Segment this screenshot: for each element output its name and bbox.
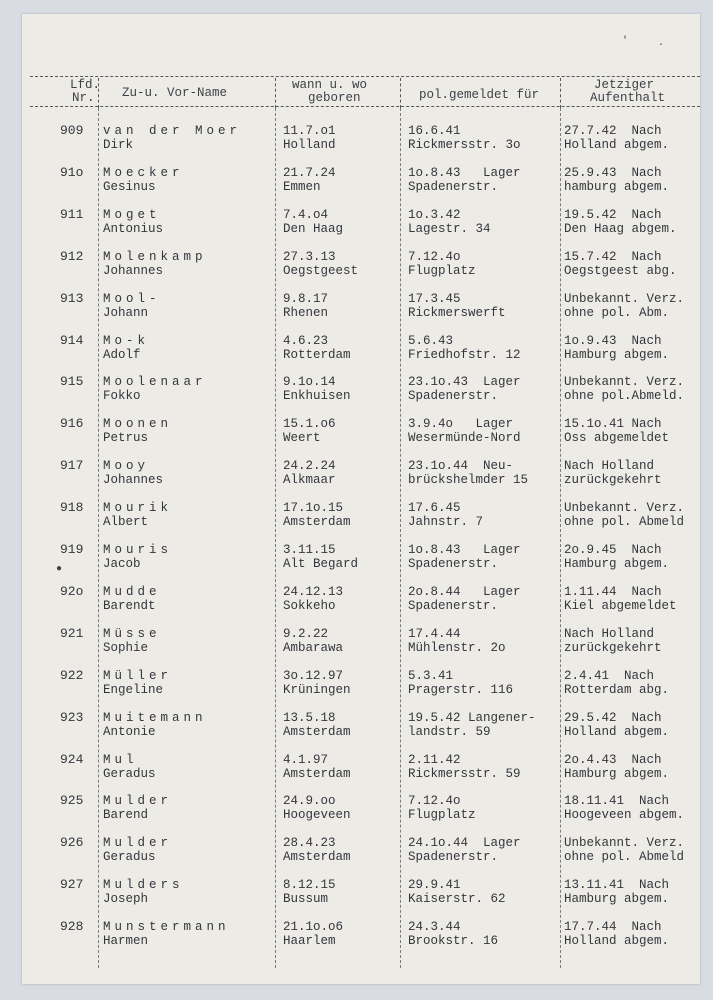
- given-name: Geradus: [103, 850, 156, 865]
- location-line2: Rotterdam abg.: [564, 682, 670, 697]
- registration-line1: 2.11.42: [408, 752, 461, 767]
- registration-line2: Rickmersstr. 59: [408, 766, 521, 781]
- given-name: Harmen: [103, 934, 149, 949]
- registration-line2: Wesermünde-Nord: [408, 431, 521, 446]
- registration-line2: Mühlenstr. 2o: [408, 640, 506, 655]
- table-row: [22, 625, 700, 667]
- location-line1: 19.5.42 Nach: [564, 207, 662, 222]
- birth-date: 4.1.97: [283, 752, 329, 767]
- location-line1: 17.7.44 Nach: [564, 920, 662, 935]
- table-row: [22, 499, 700, 541]
- given-name: Antonie: [103, 724, 156, 739]
- row-number: 911: [60, 206, 84, 222]
- header-location-line1: Jetziger: [594, 78, 655, 92]
- column-divider: [275, 78, 276, 108]
- surname: Mooy: [103, 459, 150, 474]
- row-number: 926: [60, 835, 84, 851]
- birth-date: 7.4.o4: [283, 207, 329, 222]
- table-row: [22, 373, 700, 415]
- registration-line1: 3.9.4o Lager: [408, 417, 514, 432]
- location-line1: Nach Holland: [564, 626, 655, 641]
- row-number: 924: [60, 751, 84, 767]
- surname: Munstermann: [103, 920, 230, 935]
- registration-line1: 2o.8.44 Lager: [408, 584, 521, 599]
- header-born-line1: wann u. wo: [292, 78, 368, 92]
- registration-line1: 24.3.44: [408, 920, 461, 935]
- corner-mark: .: [658, 38, 665, 49]
- given-name: Antonius: [103, 221, 164, 236]
- birth-date: 9.1o.14: [283, 375, 336, 390]
- location-line2: zurückgekehrt: [564, 640, 662, 655]
- given-name: Albert: [103, 515, 149, 530]
- given-name: Johann: [103, 305, 149, 320]
- surname: Mulder: [103, 836, 173, 851]
- given-name: Johannes: [103, 263, 164, 278]
- location-line2: Hamburg abgem.: [564, 892, 670, 907]
- table-row: [22, 248, 700, 290]
- table-row: [22, 164, 700, 206]
- registration-line2: Spadenerstr.: [408, 557, 499, 571]
- given-name: Gesinus: [103, 179, 156, 194]
- birth-place: Enkhuisen: [283, 389, 351, 404]
- given-name: Barend: [103, 808, 149, 823]
- surname: Mo-k: [103, 333, 150, 348]
- location-line2: ohne pol.Abmeld.: [564, 389, 685, 404]
- birth-place: Amsterdam: [283, 850, 351, 865]
- location-line1: Unbekannt. Verz.: [564, 375, 685, 390]
- registration-line2: Jahnstr. 7: [408, 515, 484, 530]
- column-divider: [400, 78, 401, 108]
- registration-line2: Rickmersstr. 3o: [408, 138, 521, 152]
- row-number: 917: [60, 458, 84, 474]
- row-number: 916: [60, 416, 84, 432]
- location-line2: Hamburg abgem.: [564, 766, 670, 781]
- header-born-line2: geboren: [308, 91, 361, 105]
- birth-place: Krüningen: [283, 682, 351, 697]
- surname: Mul: [103, 752, 138, 767]
- registration-line2: Spadenerstr.: [408, 179, 499, 194]
- birth-place: Emmen: [283, 179, 321, 194]
- registration-line1: 7.12.4o: [408, 794, 461, 809]
- given-name: Engeline: [103, 682, 164, 697]
- given-name: Geradus: [103, 766, 156, 781]
- birth-place: Den Haag: [283, 221, 344, 236]
- row-number: 918: [60, 500, 84, 516]
- registration-line2: Kaiserstr. 62: [408, 892, 506, 907]
- row-number: 919: [60, 542, 84, 557]
- registration-line2: Friedhofstr. 12: [408, 347, 521, 362]
- surname: Moget: [103, 207, 161, 222]
- location-line1: 2.4.41 Nach: [564, 668, 655, 683]
- location-line1: 15.7.42 Nach: [564, 249, 662, 264]
- registration-line1: 24.1o.44 Lager: [408, 836, 521, 851]
- birth-place: Hoogeveen: [283, 808, 351, 823]
- table-row: [22, 206, 700, 248]
- row-number: 92o: [60, 583, 84, 599]
- margin-mark: ●: [56, 564, 63, 575]
- table-row: [22, 122, 700, 164]
- surname: Moolenaar: [103, 375, 207, 390]
- location-line1: 13.11.41 Nach: [564, 878, 670, 893]
- birth-date: 21.7.24: [283, 165, 336, 180]
- registration-line2: Spadenerstr.: [408, 598, 499, 613]
- registration-line2: Rickmerswerft: [408, 305, 506, 320]
- surname: Mouris: [103, 543, 173, 557]
- birth-date: 15.1.o6: [283, 417, 336, 432]
- registration-line1: 5.6.43: [408, 333, 454, 348]
- birth-date: 24.9.oo: [283, 794, 336, 809]
- registration-line2: Flugplatz: [408, 808, 476, 823]
- surname: Mourik: [103, 501, 173, 516]
- registration-line2: Spadenerstr.: [408, 850, 499, 865]
- birth-place: Alkmaar: [283, 473, 336, 488]
- header-location-line2: Aufenthalt: [590, 91, 666, 105]
- given-name: Jacob: [103, 557, 141, 571]
- location-line1: 18.11.41 Nach: [564, 794, 670, 809]
- row-number: 927: [60, 877, 84, 893]
- birth-date: 9.2.22: [283, 626, 329, 641]
- registration-line1: 7.12.4o: [408, 249, 461, 264]
- birth-place: Rhenen: [283, 305, 329, 320]
- location-line2: ohne pol. Abmeld: [564, 850, 685, 865]
- registration-line2: brückshelmder 15: [408, 473, 529, 488]
- given-name: Petrus: [103, 431, 149, 446]
- birth-place: Amsterdam: [283, 724, 351, 739]
- registration-line2: Lagestr. 34: [408, 221, 491, 236]
- location-line1: Nach Holland: [564, 459, 655, 474]
- birth-date: 27.3.13: [283, 249, 336, 264]
- birth-place: Amsterdam: [283, 515, 351, 530]
- registration-line1: 23.1o.43 Lager: [408, 375, 521, 390]
- birth-date: 9.8.17: [283, 291, 329, 306]
- table-row: [22, 834, 700, 876]
- surname: Moecker: [103, 165, 184, 180]
- table-row: [22, 457, 700, 499]
- registration-line1: 16.6.41: [408, 124, 461, 138]
- row-number: 914: [60, 332, 84, 348]
- table-row: [22, 583, 700, 625]
- birth-place: Ambarawa: [283, 640, 344, 655]
- birth-place: Rotterdam: [283, 347, 351, 362]
- birth-date: 21.1o.o6: [283, 920, 344, 935]
- column-divider: [560, 78, 561, 108]
- location-line1: 25.9.43 Nach: [564, 165, 662, 180]
- birth-date: 3o.12.97: [283, 668, 344, 683]
- row-number: 922: [60, 667, 84, 683]
- table-row: [22, 751, 700, 793]
- given-name: Joseph: [103, 892, 149, 907]
- birth-date: 28.4.23: [283, 836, 336, 851]
- surname: Molenkamp: [103, 249, 207, 264]
- birth-place: Alt Begard: [283, 557, 359, 571]
- table-row: [22, 792, 700, 834]
- birth-place: Haarlem: [283, 934, 336, 949]
- location-line2: Den Haag abgem.: [564, 221, 677, 236]
- location-line2: Hamburg abgem.: [564, 557, 670, 571]
- birth-date: 24.2.24: [283, 459, 336, 474]
- given-name: Fokko: [103, 389, 141, 404]
- birth-place: Amsterdam: [283, 766, 351, 781]
- row-number: 91o: [60, 164, 84, 180]
- registration-line1: 5.3.41: [408, 668, 454, 683]
- table-row: [22, 709, 700, 751]
- surname: Müller: [103, 668, 173, 683]
- registration-line1: 23.1o.44 Neu-: [408, 459, 514, 474]
- header-name: Zu-u. Vor-Name: [122, 86, 228, 100]
- location-line2: zurückgekehrt: [564, 473, 662, 488]
- header-nr-line1: Lfd.: [70, 78, 101, 92]
- surname: Mulder: [103, 794, 173, 809]
- surname: Mool-: [103, 291, 161, 306]
- given-name: Adolf: [103, 347, 141, 362]
- birth-place: Weert: [283, 431, 321, 446]
- surname: Müsse: [103, 626, 161, 641]
- row-number: 921: [60, 625, 84, 641]
- row-number: 912: [60, 248, 84, 264]
- registration-line2: Spadenerstr.: [408, 389, 499, 404]
- location-line2: Kiel abgemeldet: [564, 598, 677, 613]
- surname: Moonen: [103, 417, 173, 432]
- location-line2: Hoogeveen abgem.: [564, 808, 685, 823]
- registration-line1: 29.9.41: [408, 878, 461, 893]
- location-line1: Unbekannt. Verz.: [564, 291, 685, 306]
- given-name: Sophie: [103, 640, 149, 655]
- registration-line2: Pragerstr. 116: [408, 682, 514, 697]
- row-number: 928: [60, 919, 84, 935]
- birth-date: 24.12.13: [283, 584, 344, 599]
- location-line1: 2o.9.45 Nach: [564, 543, 662, 557]
- location-line1: Unbekannt. Verz.: [564, 501, 685, 516]
- header-top-rule: [30, 76, 700, 77]
- registration-line2: Brookstr. 16: [408, 934, 499, 949]
- location-line1: Unbekannt. Verz.: [564, 836, 685, 851]
- location-line2: hamburg abgem.: [564, 179, 670, 194]
- location-line2: Hamburg abgem.: [564, 347, 670, 362]
- birth-date: 13.5.18: [283, 710, 336, 725]
- birth-place: Oegstgeest: [283, 263, 359, 278]
- birth-place: Holland: [283, 138, 336, 152]
- location-line2: Oss abgemeldet: [564, 431, 670, 446]
- given-name: Barendt: [103, 598, 156, 613]
- surname: Muitemann: [103, 710, 207, 725]
- header-nr-line2: Nr.: [72, 91, 95, 105]
- row-number: 909: [60, 123, 84, 138]
- location-line1: 2o.4.43 Nach: [564, 752, 662, 767]
- registration-line1: 1o.8.43 Lager: [408, 543, 521, 557]
- location-line1: 27.7.42 Nach: [564, 124, 662, 138]
- location-line1: 1o.9.43 Nach: [564, 333, 662, 348]
- table-row: [22, 332, 700, 374]
- registration-line2: landstr. 59: [408, 724, 491, 739]
- registration-line1: 1o.8.43 Lager: [408, 165, 521, 180]
- birth-date: 4.6.23: [283, 333, 329, 348]
- birth-date: 8.12.15: [283, 878, 336, 893]
- registration-line1: 1o.3.42: [408, 207, 461, 222]
- surname: Mudde: [103, 584, 161, 599]
- birth-place: Bussum: [283, 892, 329, 907]
- row-number: 913: [60, 290, 84, 306]
- location-line1: 1.11.44 Nach: [564, 584, 662, 599]
- header-registered: pol.gemeldet für: [419, 88, 540, 102]
- table-row: [22, 667, 700, 709]
- corner-mark: ': [622, 36, 629, 47]
- birth-date: 3.11.15: [283, 543, 336, 557]
- birth-place: Sokkeho: [283, 598, 336, 613]
- table-row: [22, 290, 700, 332]
- location-line1: 29.5.42 Nach: [564, 710, 662, 725]
- birth-date: 11.7.o1: [283, 124, 336, 138]
- header-bottom-rule: [30, 106, 700, 107]
- given-name: Johannes: [103, 473, 164, 488]
- location-line2: Holland abgem.: [564, 724, 670, 739]
- surname: van der Moer: [103, 124, 242, 138]
- table-row: [22, 541, 700, 583]
- row-number: 925: [60, 793, 84, 809]
- registration-line1: 17.3.45: [408, 291, 461, 306]
- location-line2: ohne pol. Abm.: [564, 305, 670, 320]
- table-row: [22, 415, 700, 457]
- table-row: [22, 918, 700, 960]
- location-line2: Holland abgem.: [564, 934, 670, 949]
- registration-line2: Flugplatz: [408, 263, 476, 278]
- location-line2: ohne pol. Abmeld: [564, 515, 685, 530]
- location-line2: Holland abgem.: [564, 138, 670, 152]
- surname: Mulders: [103, 878, 184, 893]
- given-name: Dirk: [103, 138, 134, 152]
- document-sheet: [22, 14, 700, 984]
- row-number: 915: [60, 374, 84, 390]
- table-row: [22, 876, 700, 918]
- birth-date: 17.1o.15: [283, 501, 344, 516]
- row-number: 923: [60, 709, 84, 725]
- registration-line1: 17.6.45: [408, 501, 461, 516]
- location-line2: Oegstgeest abg.: [564, 263, 677, 278]
- registration-line1: 17.4.44: [408, 626, 461, 641]
- registration-line1: 19.5.42 Langener-: [408, 710, 536, 725]
- location-line1: 15.1o.41 Nach: [564, 417, 662, 432]
